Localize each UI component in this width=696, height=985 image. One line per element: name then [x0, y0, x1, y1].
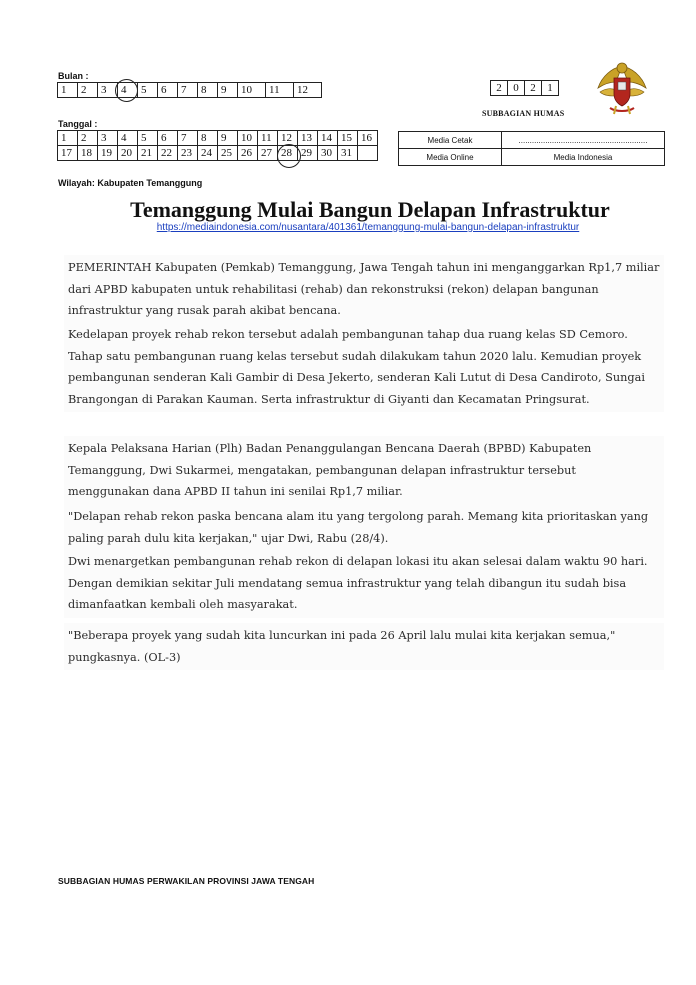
date-cell: 25 — [218, 146, 238, 161]
month-cell: 12 — [294, 83, 322, 98]
article-paragraph: "Beberapa proyek yang sudah kita luncurkan ini pada 26 April lalu mulai kita kerjakan semua," pungkasnya. (OL-3) — [64, 623, 664, 670]
date-cell: 29 — [298, 146, 318, 161]
month-cell: 10 — [238, 83, 266, 98]
date-cell: 14 — [318, 131, 338, 146]
date-grid — [57, 130, 378, 161]
year-digit: 1 — [542, 81, 559, 96]
article-url-link[interactable]: https://mediaindonesia.com/nusantara/401361/temanggung-mulai-bangun-delapan-infrastruktur — [156, 222, 580, 233]
month-cell: 1 — [58, 83, 78, 98]
date-cell-selected: 28 — [278, 146, 298, 161]
date-cell: 19 — [98, 146, 118, 161]
date-cell: 23 — [178, 146, 198, 161]
month-cell: 5 — [138, 83, 158, 98]
media-online-value: Media Indonesia — [502, 149, 665, 166]
month-cell-selected: 4 — [118, 83, 138, 98]
media-cetak-value: .......................................................... — [502, 132, 665, 149]
month-cell: 7 — [178, 83, 198, 98]
date-cell: 3 — [98, 131, 118, 146]
date-cell: 31 — [338, 146, 358, 161]
footer-label: SUBBAGIAN HUMAS PERWAKILAN PROVINSI JAWA TENGAH — [58, 876, 315, 886]
date-row — [58, 146, 378, 161]
date-row — [58, 131, 378, 146]
year-digit: 0 — [508, 81, 525, 96]
date-cell: 22 — [158, 146, 178, 161]
month-cell: 2 — [78, 83, 98, 98]
garuda-emblem-icon — [594, 58, 650, 120]
tanggal-label: Tanggal : — [58, 119, 98, 129]
date-cell: 6 — [158, 131, 178, 146]
year-grid — [490, 80, 559, 96]
date-cell — [358, 146, 378, 161]
year-digit: 2 — [525, 81, 542, 96]
date-cell: 5 — [138, 131, 158, 146]
region-label: Wilayah: Kabupaten Temanggung — [58, 178, 203, 188]
media-online-label: Media Online — [399, 149, 502, 166]
month-selection-circle — [115, 79, 138, 102]
date-cell: 20 — [118, 146, 138, 161]
date-cell: 27 — [258, 146, 278, 161]
month-cell: 3 — [98, 83, 118, 98]
month-cell: 9 — [218, 83, 238, 98]
bulan-label: Bulan : — [58, 71, 89, 81]
date-cell: 30 — [318, 146, 338, 161]
media-table — [398, 131, 665, 166]
date-cell: 2 — [78, 131, 98, 146]
article-paragraph: Kedelapan proyek rehab rekon tersebut adalah pembangunan tahap dua ruang kelas SD Cemoro. Tahap satu pembangunan ruang kelas tersebut sudah dilakukam tahun 2020 lalu. Kemudian proyek pembangunan senderan Kali Gambir di Desa Jekerto, senderan Kali Lutut di Desa Candiroto, Sungai Brangongan di Parakan Kauman. Serta infrastruktur di Giyanti dan Kecamatan Pringsurat. — [64, 322, 664, 412]
date-cell: 26 — [238, 146, 258, 161]
date-cell: 16 — [358, 131, 378, 146]
date-cell: 11 — [258, 131, 278, 146]
date-cell: 13 — [298, 131, 318, 146]
article-paragraph: PEMERINTAH Kabupaten (Pemkab) Temanggung, Jawa Tengah tahun ini menganggarkan Rp1,7 miliar dari APBD kabupaten untuk rehabilitasi (rehab) dan rekonstruksi (rekon) delapan bangunan infrastruktur yang rusak parah akibat bencana. — [64, 255, 664, 324]
date-cell: 10 — [238, 131, 258, 146]
date-selection-circle — [277, 144, 301, 168]
date-cell: 9 — [218, 131, 238, 146]
unit-label: SUBBAGIAN HUMAS — [482, 109, 565, 118]
article-paragraph: Dwi menargetkan pembangunan rehab rekon di delapan lokasi itu akan selesai dalam waktu 90 hari. Dengan demikian sekitar Juli mendatang semua infrastruktur yang telah dibangun itu sudah bisa dimanfaatkan kembali oleh masyarakat. — [64, 549, 664, 618]
month-cell: 6 — [158, 83, 178, 98]
year-digit: 2 — [491, 81, 508, 96]
media-cetak-label: Media Cetak — [399, 132, 502, 149]
date-cell: 24 — [198, 146, 218, 161]
article-paragraph: "Delapan rehab rekon paska bencana alam itu yang tergolong parah. Memang kita prioritaskan yang paling parah dulu kita kerjakan," ujar Dwi, Rabu (28/4). — [64, 504, 664, 551]
date-cell: 21 — [138, 146, 158, 161]
month-cell: 11 — [266, 83, 294, 98]
month-cell: 8 — [198, 83, 218, 98]
date-cell: 18 — [78, 146, 98, 161]
article-paragraph: Kepala Pelaksana Harian (Plh) Badan Penanggulangan Bencana Daerah (BPBD) Kabupaten Temanggung, Dwi Sukarmei, mengatakan, pembangunan delapan infrastruktur tersebut menggunakan dana APBD II tahun ini senilai Rp1,7 miliar. — [64, 436, 664, 505]
article-title: Temanggung Mulai Bangun Delapan Infrastruktur — [130, 197, 610, 222]
date-cell: 12 — [278, 131, 298, 146]
date-cell: 1 — [58, 131, 78, 146]
date-cell: 15 — [338, 131, 358, 146]
month-grid — [57, 82, 322, 98]
date-cell: 17 — [58, 146, 78, 161]
date-cell: 8 — [198, 131, 218, 146]
date-cell: 7 — [178, 131, 198, 146]
date-cell: 4 — [118, 131, 138, 146]
